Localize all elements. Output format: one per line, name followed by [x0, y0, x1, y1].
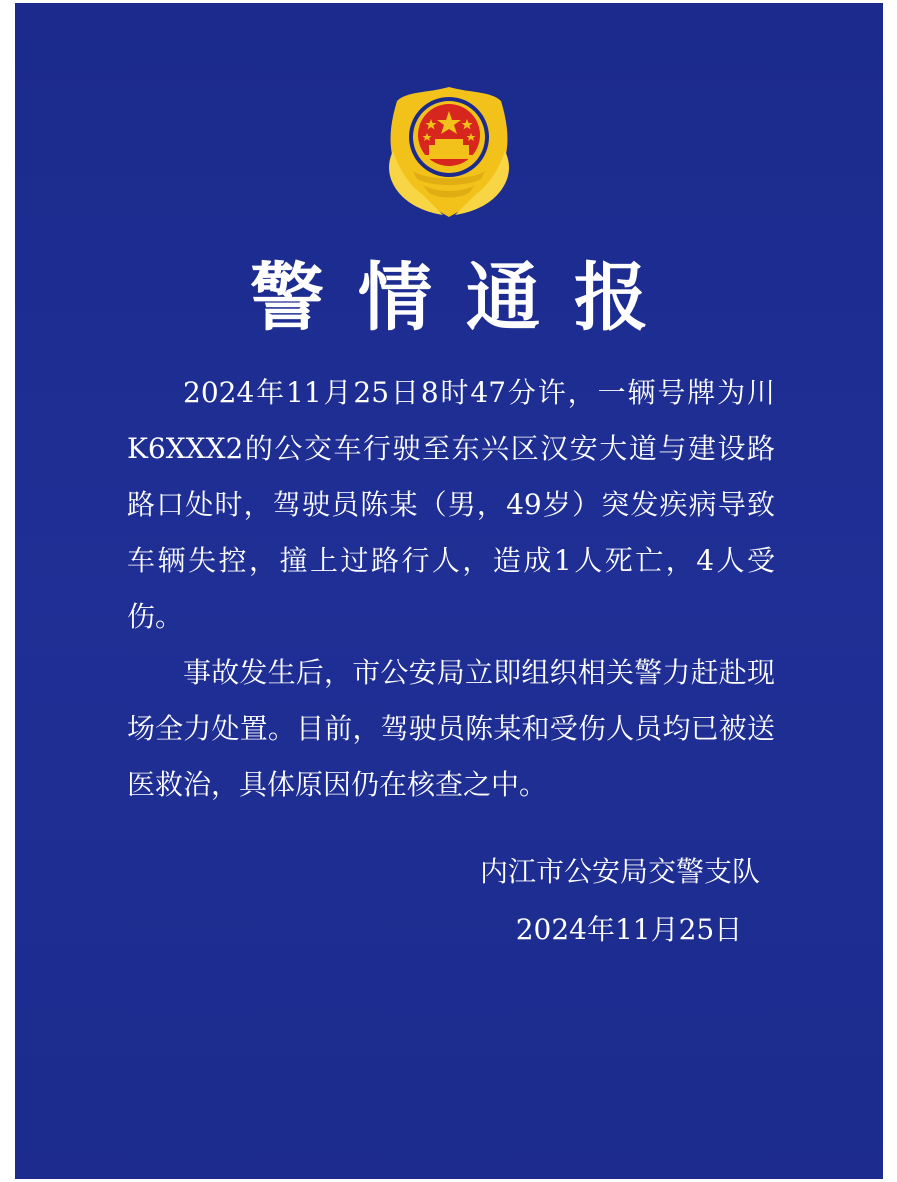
police-notice: [15, 3, 883, 1179]
notice-paragraph: 事故发生后，市公安局立即组织相关警力赶赴现场全力处置。目前，驾驶员陈某和受伤人员均已被送医救治，具体原因仍在核查之中。: [127, 656, 775, 801]
notice-body: [127, 365, 775, 813]
notice-signature: [455, 843, 785, 959]
issue-date: 2024年11月25日: [515, 913, 743, 946]
notice-title: 警情通报: [250, 255, 682, 341]
issuer-name: 内江市公安局交警支队: [479, 855, 760, 888]
police-badge-icon: [383, 81, 515, 221]
notice-paragraph: 2024年11月25日8时47分许，一辆号牌为川K6XXX2的公交车行驶至东兴区汉安大道与建设路路口处时，驾驶员陈某（男，49岁）突发疾病导致车辆失控，撞上过路行人，造成1人死亡，4人受伤。: [127, 376, 775, 633]
